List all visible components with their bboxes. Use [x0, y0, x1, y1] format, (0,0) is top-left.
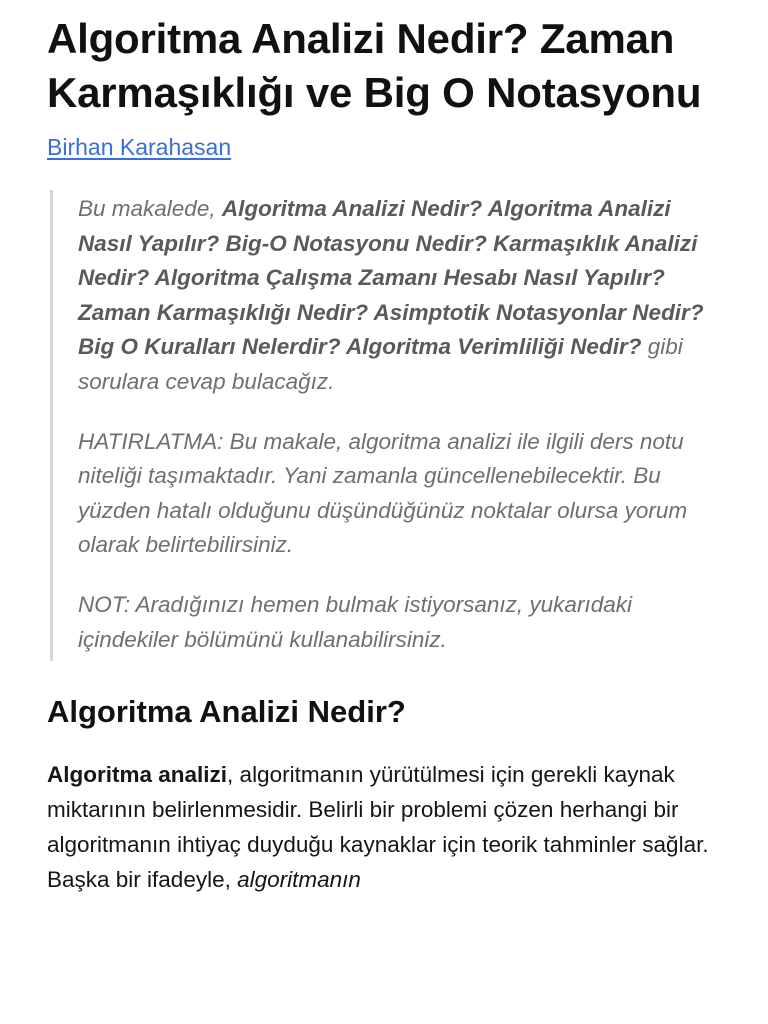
quote-reminder-paragraph: HATIRLATMA: Bu makale, algoritma analizi ile ilgili ders notu niteliği taşımaktadır. Yani zamanla güncellenebilecektir. Bu yüzden hatalı olduğunu düşündüğünüz noktalar olursa yorum olarak belirtebilirsiniz.	[78, 428, 688, 558]
author-link[interactable]: Birhan Karahasan	[47, 134, 232, 160]
quote-intro-paragraph	[78, 192, 705, 400]
article-title: Algoritma Analizi Nedir? Zaman Karmaşıklığı ve Big O Notasyonu	[47, 15, 702, 116]
intro-blockquote	[50, 190, 705, 661]
quote-note-paragraph: NOT: Aradığınızı hemen bulmak istiyorsanız, yukarıdaki içindekiler bölümünü kullanabilirsiniz.	[78, 591, 632, 652]
section-body-paragraph	[47, 757, 727, 897]
quote-intro-questions: Algoritma Analizi Nedir? Algoritma Analizi Nasıl Yapılır? Big-O Notasyonu Nedir? Karmaşıklık Analizi Nedir? Algoritma Çalışma Zamanı Hesabı Nasıl Yapılır? Zaman Karmaşıklığı Nedir? Asimptotik Notasyonlar Nedir? Big O Kuralları Nelerdir? Algoritma Verimliliği Nedir?	[78, 196, 704, 360]
quote-intro-suffix: gibi sorulara cevap bulacağız.	[78, 334, 683, 394]
body-italic-text: algoritmanın	[237, 867, 361, 893]
body-text: , algoritmanın yürütülmesi için gerekli kaynak miktarının belirlenmesidir. Belirli bir problemi çözen herhangi bir algoritmanın ihtiyaç duyduğu kaynaklar için teorik tahminler sağlar. Başka bir ifadeyle,	[47, 762, 709, 893]
section-heading: Algoritma Analizi Nedir?	[47, 694, 406, 730]
body-bold-term: Algoritma analizi	[47, 762, 228, 788]
quote-intro-prefix: Bu makalede,	[78, 196, 222, 221]
